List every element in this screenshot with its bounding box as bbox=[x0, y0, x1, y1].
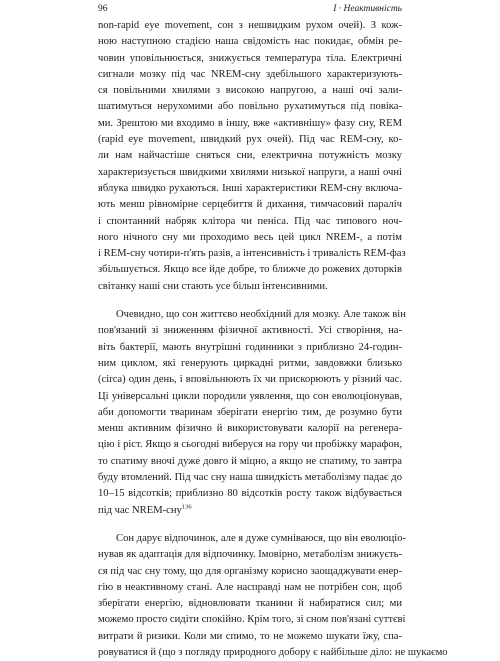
text-line: Сон дарує відпочинок, але я дуже сумніваюся, що він еволюціо- bbox=[116, 532, 407, 544]
text-line: 10–15 відсотків; приблизно 80 відсотків росту також відбувається bbox=[98, 488, 402, 500]
text-line: можемо просто сидіти спокійно. Крім того, зі сном пов'язані суттєві bbox=[98, 614, 406, 626]
text-line: ною наступною стадією наша свідомість нас покидає, обмін ре- bbox=[98, 36, 402, 48]
text-line: і REM-сну чотири-п'ять разів, а інтенсивність і тривалість REM-фаз bbox=[98, 248, 406, 260]
text-line-content: під час NREM-сну bbox=[98, 504, 182, 516]
text-line bbox=[98, 503, 402, 519]
text-line: пов'язаний зі зниженням фізичної активності. Усі створіння, на- bbox=[98, 325, 402, 337]
text-line: ли нам найчастіше сняться сни, електрична потужність мозку bbox=[98, 150, 402, 162]
text-line: човин уповільнюється, знижується температура тіла. Електричні bbox=[98, 52, 402, 64]
text-line: то спатиму вночі дуже довго й міцно, а якщо не спатиму, то завтра bbox=[98, 455, 402, 467]
paragraph-1 bbox=[98, 18, 406, 295]
text-line: (rapid eye movement, швидкий рух очей). Під час REM-сну, ко- bbox=[98, 134, 402, 146]
text-line: ся повільними хвилями з високою напругою, а наші очі зали- bbox=[98, 85, 402, 97]
running-head: I · Неактивність bbox=[333, 4, 402, 14]
paragraph-3 bbox=[98, 531, 448, 661]
text-line: збільшується. Якщо все йде добре, то ближче до рожевих доторків bbox=[98, 264, 402, 276]
page-header bbox=[0, 4, 500, 18]
text-line: витрати й ризики. Коли ми спимо, то не можемо шукати їжу, спа- bbox=[98, 630, 402, 642]
text-line: цію і ріст. Якщо я сьогодні виберуся на гору чи пробіжку марафон, bbox=[98, 439, 402, 451]
text-line: характеризується швидкими хвилями низької напруги, а наші очні bbox=[98, 166, 402, 178]
text-line: віть бактерії, мають внутрішні годинники з приблизно 24-годин- bbox=[98, 341, 402, 353]
text-line: світанку наші сни стають усе більш інтенсивними. bbox=[98, 280, 328, 292]
text-line: ного нічного сну ми проходимо весь цей цикл NREM-, а потім bbox=[98, 231, 402, 243]
text-line: ровуватися й (що з погляду природного добору є найбільше діло: не шукаємо bbox=[98, 646, 448, 658]
text-line: ним циклом, які генерують циркадні ритми, завдовжки близько bbox=[98, 357, 402, 369]
text-line: і спонтанний набряк клітора чи пеніса. Під час типового ноч- bbox=[98, 215, 402, 227]
footnote-marker: 136 bbox=[181, 503, 192, 511]
page-number: 96 bbox=[98, 4, 108, 14]
text-line: ють менш рівномірне серцебиття й дихання, тимчасовий параліч bbox=[98, 199, 402, 211]
text-line: буду втомлений. Під час сну наша швидкість метаболізму падає до bbox=[98, 472, 402, 484]
text-line: яблука швидко рухаються. Інші характеристики REM-сну включа- bbox=[98, 182, 402, 194]
body-text bbox=[98, 18, 448, 661]
text-line: Очевидно, що сон життєво необхідний для мозку. Але також він bbox=[116, 309, 406, 321]
text-line: ми. Зрештою ми входимо в іншу, вже «активнішу» фазу сну, REM bbox=[98, 117, 402, 129]
text-line: Ці універсальні цикли породили уявлення, що сон еволюціонував, bbox=[98, 390, 402, 402]
text-line: аби допомогти тваринам зберігати енергію тим, де розумно бути bbox=[98, 406, 402, 418]
text-line: non-rapid eye movement, сон з нешвидким рухом очей). З кож- bbox=[98, 20, 402, 31]
text-line: гію в неактивному стані. Але насправді нам не потрібен сон, щоб bbox=[98, 581, 402, 593]
text-line: менш активним фізично й використовувати калорії на регенера- bbox=[98, 423, 402, 435]
text-line: сигнали мозку під час NREM-сну здебільшого характеризують- bbox=[98, 68, 402, 80]
text-line: зберігати енергію, відновлювати тканини й набиратися сил; ми bbox=[98, 598, 402, 610]
paragraph-2 bbox=[98, 307, 406, 519]
text-line: шатимуться нерухомими або повільно рухатимуться під повіка- bbox=[98, 101, 402, 113]
text-line: нував як адаптація для відпочинку. Імовірно, метаболізм знижуєть- bbox=[98, 549, 402, 561]
text-line: (circa) один день, і вповільнюють їх чи прискорюють у різний час. bbox=[98, 374, 402, 386]
text-line: ся під час сну тому, що для організму корисно заощаджувати енер- bbox=[98, 565, 402, 577]
